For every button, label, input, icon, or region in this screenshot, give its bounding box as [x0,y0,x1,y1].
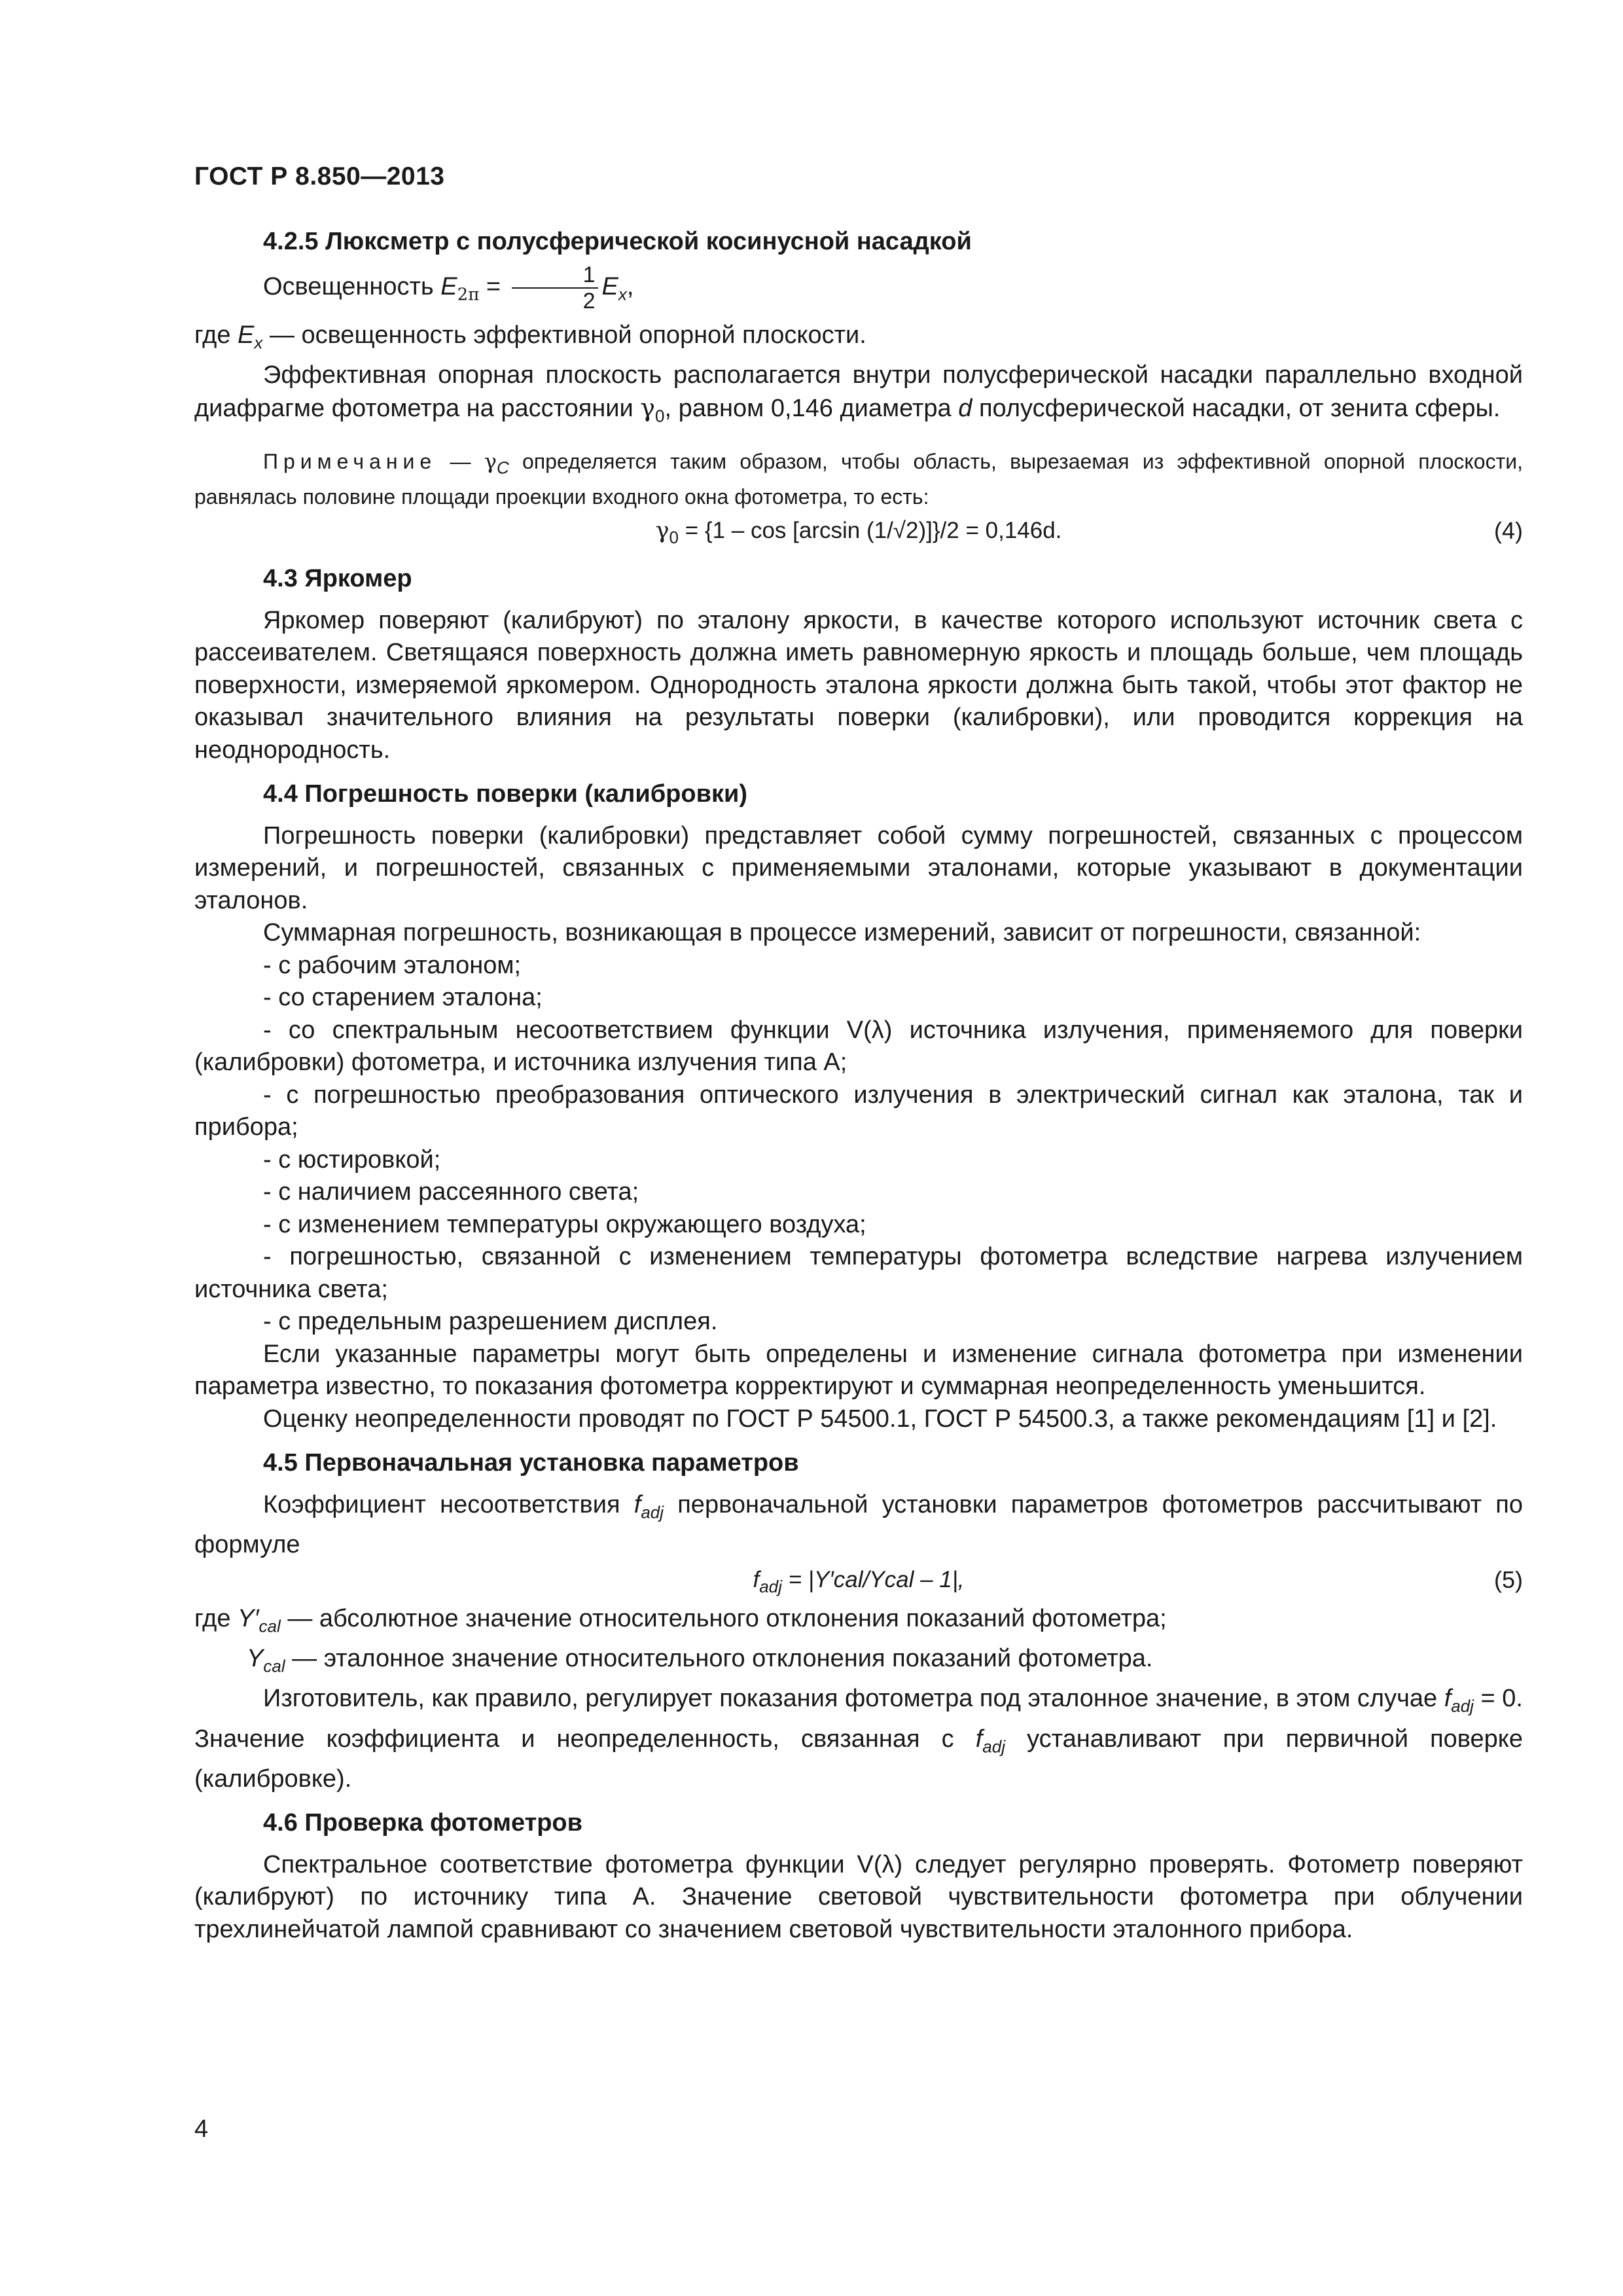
where-ex: где $E_x$ — освещенность эффективной опорной плоскости. [194,321,866,353]
section-heading-4-5: 4.5 Первоначальная установка параметров [263,1449,799,1477]
paragraph-luminance-meter: Яркомер поверяют (калибруют) по эталону яркости, в качестве которого используют источник света с рассеивателем. Светящаяся поверхность должна иметь равномерную яркость и площадь больше, чем площадь поверхности, измеряемой яркомером. Однородность эталона яркости должна быть такой, чтобы этот фактор не оказывал значительного влияния на результаты поверки (калибровки), или проводится коррекция на неоднородность. [194,606,1523,764]
section-heading-4-3: 4.3 Яркомер [263,565,412,593]
paragraph-error-sum: Погрешность поверки (калибровки) представляет собой сумму погрешностей, связанных с процессом измерений, и погрешностей, связанных с применяемыми эталонами, которые указывают в документации эталонов. [194,821,1523,914]
where-y-cal-prime: где $Y'_{cal}$ — абсолютное значение относительного отклонения показаний фотометра; [194,1605,1167,1636]
section-heading-4-6: 4.6 Проверка фотометров [263,1809,583,1837]
section-heading-4-4: 4.4 Погрешность поверки (калибровки) [263,780,747,808]
list-item: - с предельным разрешением дисплея. [263,1308,718,1336]
fraction-one-half: $\frac{1}{2}$ [512,264,598,312]
list-item: - со спектральным несоответствием функции V(λ) источника излучения, применяемого для поверки (калибровки) фотометра, и источника излучения типа A; [194,1016,1523,1077]
page-number: 4 [194,2115,209,2143]
list-item: - с рабочим эталоном; [263,951,522,979]
paragraph-correction: Если указанные параметры могут быть определены и изменение сигнала фотометра при изменении параметра известно, то показания фотометра корректируют и суммарная неопределенность уменьшится. [194,1340,1523,1401]
equation-4: $\gamma_0 = \{1 - \cos [\arcsin$ (1/√2)]}/2 = 0,146d. (4) [194,514,1523,551]
equation-number-4: (4) [1494,517,1523,545]
paragraph-adjust-coefficient: Коэффициент несоответствия $f_{adj}$ первоначальной установки параметров фотометров рассчитывают по формуле [194,1490,1524,1558]
list-item: - с наличием рассеянного света; [263,1178,639,1206]
paragraph-uncertainty: Оценку неопределенности проводят по ГОСТ Р 54500.1, ГОСТ Р 54500.3, а также рекомендациям [1] и [2]. [263,1405,1497,1433]
section-heading-4-2-5: 4.2.5 Люксметр с полусферической косинусной насадкой [263,228,972,255]
equation-number-5: (5) [1494,1566,1523,1594]
where-y-cal: $Y_{cal}$ — эталонное значение относительного отклонения показаний фотометра. [247,1645,1153,1676]
note-gamma: Примечание — $\gamma_C$ определяется таким образом, чтобы область, вырезаемая из эффективной опорной плоскости, равнялась половине площади проекции входного окна фотометра, то есть: [194,448,1524,509]
document-header: ГОСТ Р 8.850—2013 [194,162,445,190]
paragraph-reference-plane: Эффективная опорная плоскость располагается внутри полусферической насадки параллельно входной диафрагме фотометра на расстоянии $\gamma_0$, равном 0,146 диаметра d полусферической насадки, от зенита сферы. [194,361,1523,426]
equation-5: $f_{adj}$ = |Y′cal/Ycal – 1|, (5) [194,1564,1523,1600]
paragraph-photometer-check: Спектральное соответствие фотометра функции V(λ) следует регулярно проверять. Фотометр поверяют (калибруют) по источнику типа A. Значение световой чувствительности фотометра при облучении трехлинейчатой лампой сравнивают со значением световой чувствительности эталонного прибора. [194,1850,1523,1943]
document-body [194,226,1523,1946]
formula-illuminance: Освещенность $E_{2\pi}$ = $\frac{1}{2}$ $E_x$, [263,262,634,314]
list-item: - погрешностью, связанной с изменением температуры фотометра вследствие нагрева излучением источника света; [194,1243,1523,1303]
paragraph-total-error: Суммарная погрешность, возникающая в процессе измерений, зависит от погрешности, связанной: [263,919,1421,947]
list-item: - с юстировкой; [263,1145,441,1174]
list-item: - со старением эталона; [263,984,543,1012]
paragraph-manufacturer: Изготовитель, как правило, регулирует показания фотометра под эталонное значение, в этом случае $f_{adj} = 0$. Значение коэффициента и неопределенность, связанная с $f_{adj}$ устанавливают при первичной поверке (калибровке). [194,1685,1523,1793]
list-item: - с погрешностью преобразования оптического излучения в электрический сигнал как эталона, так и прибора; [194,1081,1523,1141]
list-item: - с изменением температуры окружающего воздуха; [263,1210,866,1238]
